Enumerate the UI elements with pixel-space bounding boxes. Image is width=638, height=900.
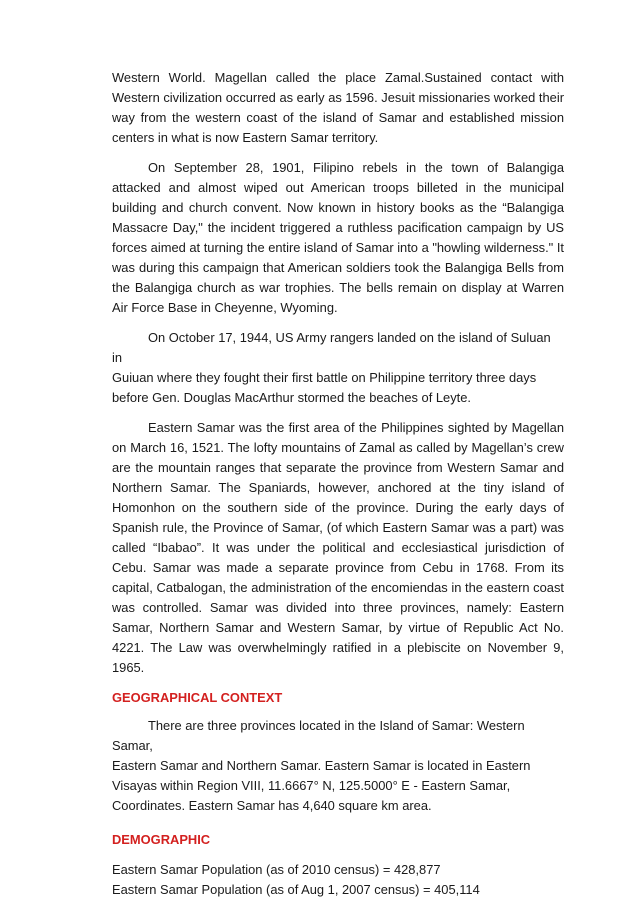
document-page [112, 68, 564, 900]
paragraph-line: Guiuan where they fought their first battle on Philippine territory three days [112, 370, 537, 385]
paragraph-line: On October 17, 1944, US Army rangers landed on the island of Suluan in [112, 330, 551, 365]
paragraph-line: before Gen. Douglas MacArthur stormed the beaches of Leyte. [112, 390, 471, 405]
paragraph-magellan: Eastern Samar was the first area of the Philippines sighted by Magellan on March 16, 1521. The lofty mountains of Zamal as called by Magellan’s crew are the mountain ranges that separate the province from Western Samar and Northern Samar. The Spaniards, however, anchored at the tiny island of Homonhon on the southern side of the province. During the early days of Spanish rule, the Province of Samar, (of which Eastern Samar was a part) was called “Ibabao”. It was under the political and ecclesiastical jurisdiction of Cebu. Samar was made a separate province from Cebu in 1768. From its capital, Catbalogan, the administration of the encomiendas in the eastern coast was controlled. Samar was divided into three provinces, namely: Eastern Samar, Northern Samar and Western Samar, by virtue of Republic Act No. 4221. The Law was overwhelmingly ratified in a plebiscite on November 9, 1965. [112, 420, 564, 675]
paragraph-line: Coordinates. Eastern Samar has 4,640 square km area. [112, 798, 432, 813]
paragraph-line: Eastern Samar and Northern Samar. Eastern Samar is located in Eastern [112, 758, 531, 773]
paragraph-demographic [112, 860, 564, 900]
population-2010: Eastern Samar Population (as of 2010 census) = 428,877 [112, 862, 441, 877]
paragraph-line: Visayas within Region VIII, 11.6667° N, 125.5000° E - Eastern Samar, [112, 778, 511, 793]
heading-demographic: DEMOGRAPHIC [112, 832, 211, 847]
heading-geographical-context: GEOGRAPHICAL CONTEXT [112, 690, 283, 705]
paragraph-suluan [112, 328, 564, 408]
paragraph-geography [112, 716, 564, 816]
population-2007: Eastern Samar Population (as of Aug 1, 2007 census) = 405,114 [112, 882, 480, 897]
paragraph-line: There are three provinces located in the Island of Samar: Western Samar, [112, 718, 525, 753]
paragraph-history-intro: Western World. Magellan called the place Zamal.Sustained contact with Western civilization occurred as early as 1596. Jesuit missionaries worked their way from the western coast of the island of Samar and established mission centers in what is now Eastern Samar territory. [112, 70, 564, 145]
paragraph-balangiga: On September 28, 1901, Filipino rebels in the town of Balangiga attacked and almost wiped out American troops billeted in the municipal building and church convent. Now known in history books as the “Balangiga Massacre Day," the incident triggered a ruthless pacification campaign by US forces aimed at turning the entire island of Samar into a "howling wilderness." It was during this campaign that American soldiers took the Balangiga Bells from the Balangiga church as war trophies. The bells remain on display at Warren Air Force Base in Cheyenne, Wyoming. [112, 160, 564, 315]
